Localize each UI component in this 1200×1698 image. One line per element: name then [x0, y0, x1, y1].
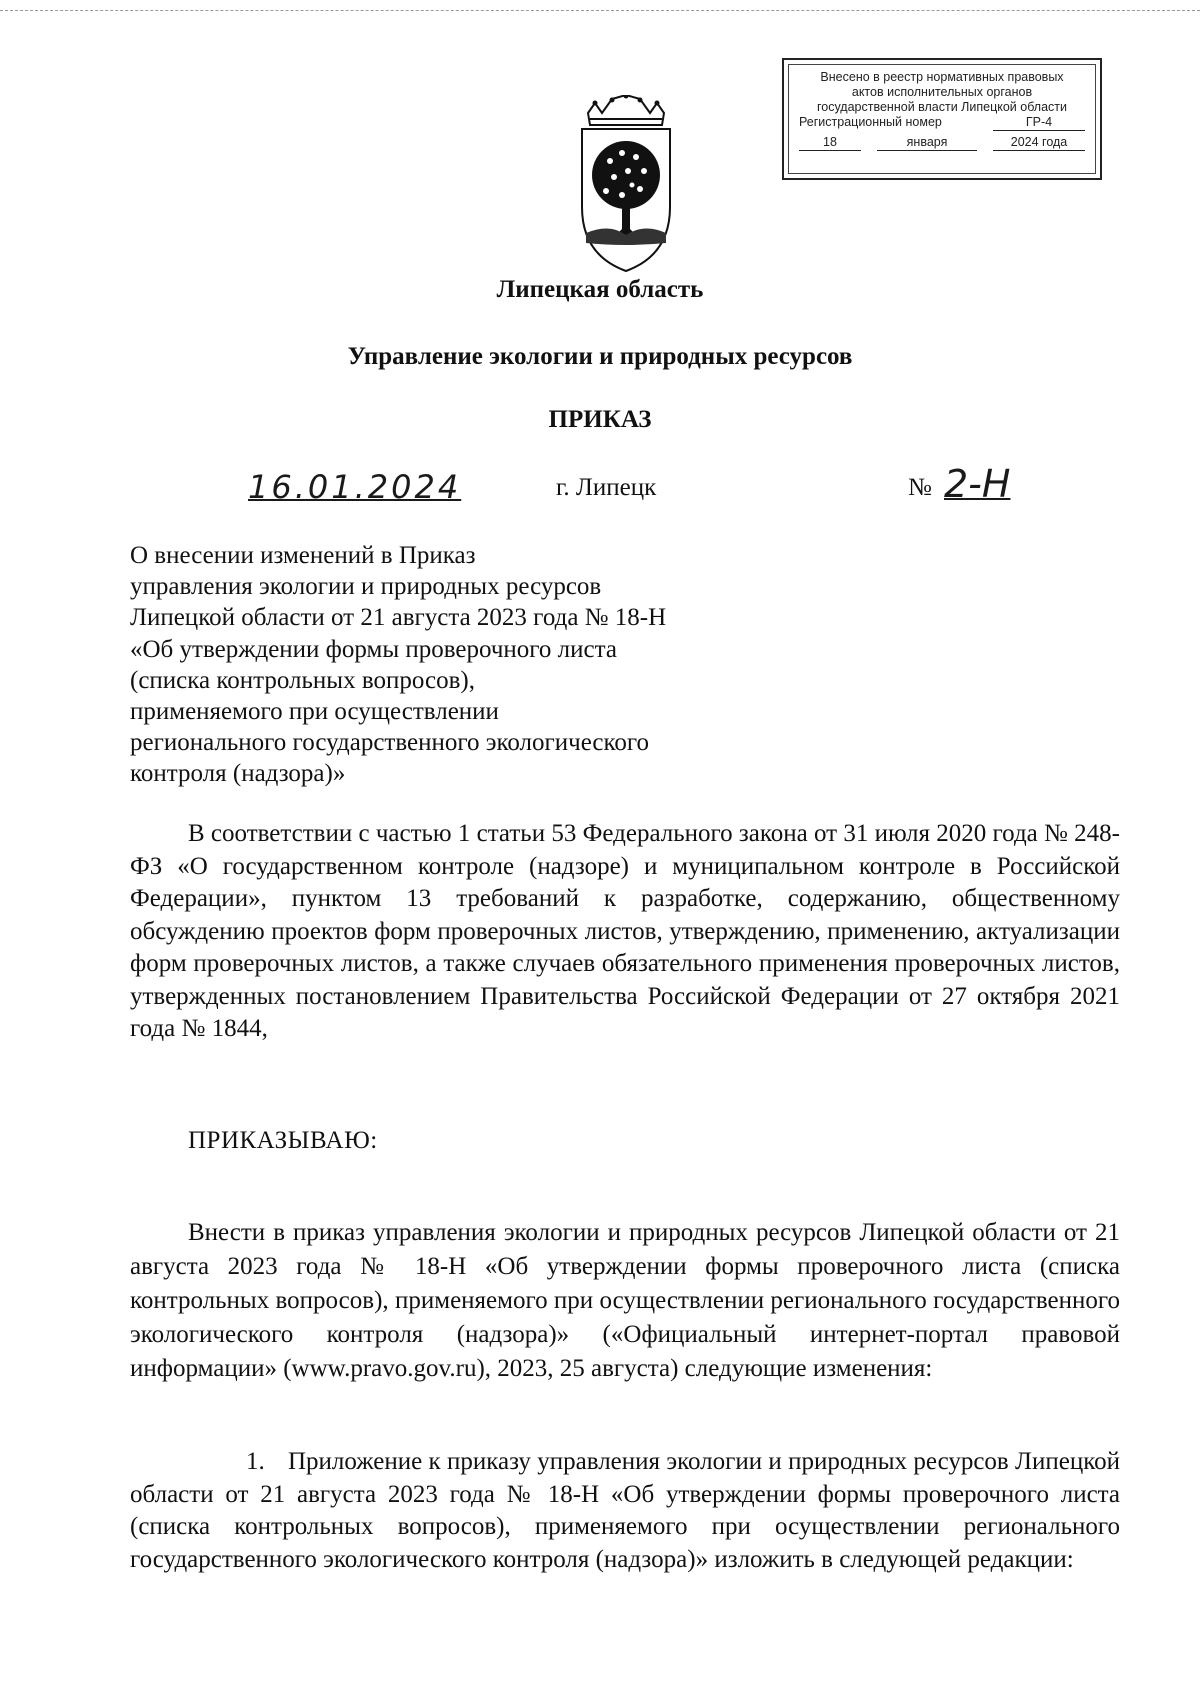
subject-line: (списка контрольных вопросов), [130, 666, 475, 694]
registration-stamp-line: актов исполнительных органов [851, 85, 1033, 99]
subject-line: регионального государственного экологического [130, 729, 650, 757]
registration-number-value: ГР-4 [993, 115, 1085, 131]
registration-stamp-line: Внесено в реестр нормативных правовых [820, 70, 1064, 84]
subject-line: контроля (надзора)» [130, 760, 346, 788]
subject-line: Липецкой области от 21 августа 2023 года № 18-Н [130, 604, 667, 632]
coat-of-arms-icon [562, 95, 690, 275]
region-name: Липецкая область [496, 276, 704, 303]
registration-number-label: Регистрационный номер [799, 115, 942, 129]
item-number: 1. [246, 1448, 265, 1475]
order-subject [130, 540, 790, 790]
amendment-intro-paragraph: Внести в приказ управления экологии и природных ресурсов Липецкой области от 21 августа 2023 года № 18-Н «Об утверждении формы проверочного листа (списка контрольных вопросов), применяемого при осуществлении регионального государственного экологического контроля (надзора)» («Официальный интернет-портал правовой информации» (www.pravo.gov.ru), 2023, 25 августа) следующие изменения: [130, 1219, 1120, 1382]
subject-line: управления экологии и природных ресурсов [130, 573, 602, 601]
registration-date-row [789, 135, 1095, 151]
preamble-paragraph: В соответствии с частью 1 статьи 53 Федерального закона от 31 июля 2020 года № 248-ФЗ «О государственном контроле (надзоре) и муниципальном контроле в Российской Федерации», пунктом 13 требований к разработке, содержанию, общественному обсуждению проектов форм проверочных листов, утверждению, применению, актуализации форм проверочных листов, а также случаев обязательного применения проверочных листов, утвержденных постановлением Правительства Российской Федерации от 27 октября 2021 года № 1844, [130, 820, 1120, 1042]
order-number-label: № [908, 474, 932, 501]
amendment-item-1 [130, 1446, 1120, 1576]
registration-stamp [782, 58, 1102, 180]
order-directive: ПРИКАЗЫВАЮ: [188, 1127, 378, 1154]
registration-stamp-line: государственной власти Липецкой области [816, 100, 1068, 114]
registration-number-row [789, 115, 1095, 131]
subject-line: применяемого при осуществлении [130, 698, 499, 726]
order-date: 16.01.2024 [248, 468, 462, 506]
registration-day: 18 [799, 135, 861, 151]
subject-line: О внесении изменений в Приказ [130, 542, 476, 569]
registration-month: января [877, 135, 977, 151]
registration-year: 2024 года [993, 135, 1085, 151]
agency-name: Управление экологии и природных ресурсов [347, 343, 853, 370]
order-city: г. Липецк [556, 474, 657, 501]
order-number: 2-Н [944, 462, 1011, 506]
item-text: Приложение к приказу управления экологии и природных ресурсов Липецкой области от 21 августа 2023 года № 18-Н «Об утверждении формы проверочного листа (списка контрольных вопросов), применяемого при осуществлении регионального государственного экологического контроля (надзора)» изложить в следующей редакции: [130, 1448, 1120, 1573]
scan-edge-line [0, 10, 1200, 11]
document-type: ПРИКАЗ [548, 406, 652, 433]
subject-line: «Об утверждении формы проверочного листа [130, 635, 617, 663]
registration-stamp-inner-frame [788, 64, 1096, 174]
